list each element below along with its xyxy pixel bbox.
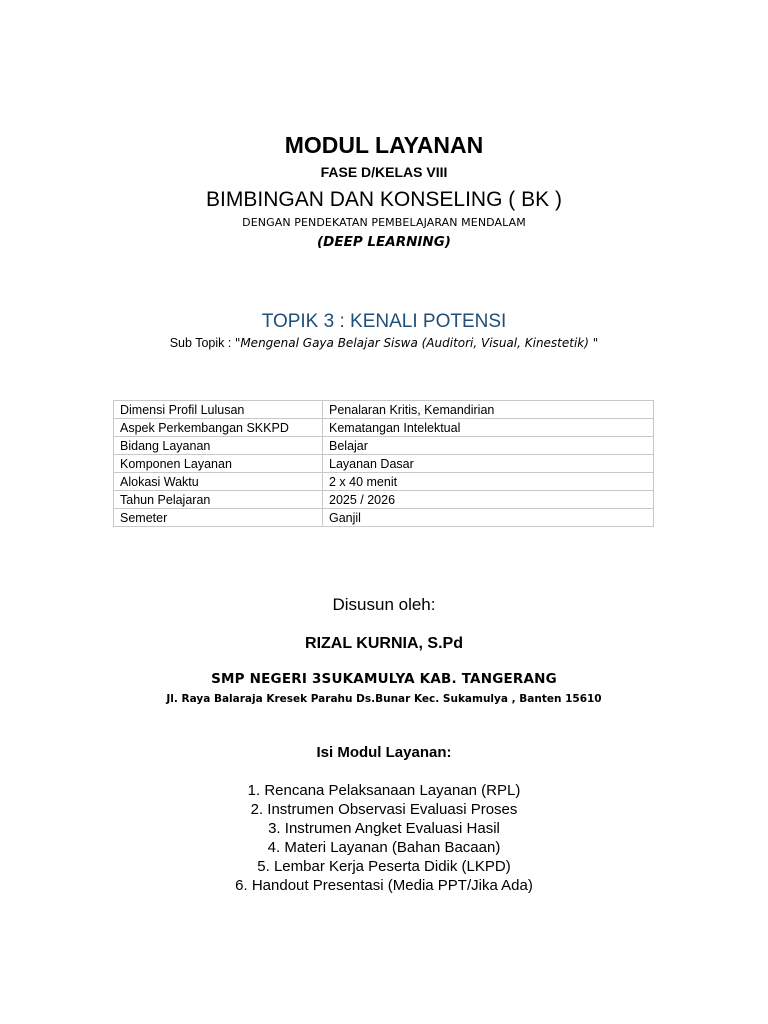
contents-heading: Isi Modul Layanan: (316, 744, 452, 761)
table-row (114, 419, 654, 437)
deep-learning-label: (DEEP LEARNING) (317, 234, 451, 250)
list-item: 5. Lembar Kerja Peserta Didik (LKPD) (257, 858, 511, 875)
school-address: Jl. Raya Balaraja Kresek Parahu Ds.Bunar Kec. Sukamulya , Banten 15610 (166, 693, 602, 705)
list-item: 4. Materi Layanan (Bahan Bacaan) (267, 839, 501, 856)
table-row (114, 455, 654, 473)
table-cell-label: Semeter (114, 509, 323, 527)
table-cell-value: 2025 / 2026 (323, 491, 654, 509)
prepared-by-label: Disusun oleh: (332, 595, 436, 614)
subject-title: BIMBINGAN DAN KONSELING ( BK ) (206, 188, 562, 211)
table-row (114, 401, 654, 419)
table-row (114, 473, 654, 491)
list-item: 6. Handout Presentasi (Media PPT/Jika Ada) (235, 877, 533, 894)
table-cell-label: Aspek Perkembangan SKKPD (114, 419, 323, 437)
subtopic (0, 335, 768, 351)
table-cell-label: Alokasi Waktu (114, 473, 323, 491)
table-row (114, 509, 654, 527)
approach-label: DENGAN PENDEKATAN PEMBELAJARAN MENDALAM (242, 216, 526, 229)
table-cell-value: Penalaran Kritis, Kemandirian (323, 401, 654, 419)
document-title: MODUL LAYANAN (284, 132, 484, 158)
table-cell-label: Bidang Layanan (114, 437, 323, 455)
info-table (113, 400, 654, 527)
subtopic-label: Sub Topik : (169, 336, 235, 350)
author-name: RIZAL KURNIA, S.Pd (305, 635, 463, 652)
table-cell-value: 2 x 40 menit (323, 473, 654, 491)
list-item: 1. Rencana Pelaksanaan Layanan (RPL) (247, 782, 521, 799)
school-name: SMP NEGERI 3SUKAMULYA KAB. TANGERANG (211, 671, 557, 687)
phase-class-label: FASE D/KELAS VIII (320, 164, 448, 180)
table-cell-label: Dimensi Profil Lulusan (114, 401, 323, 419)
contents-list (0, 781, 768, 895)
table-cell-label: Tahun Pelajaran (114, 491, 323, 509)
table-cell-value: Layanan Dasar (323, 455, 654, 473)
topic-title: TOPIK 3 : KENALI POTENSI (261, 311, 507, 332)
table-cell-value: Ganjil (323, 509, 654, 527)
table-row (114, 437, 654, 455)
table-cell-value: Belajar (323, 437, 654, 455)
list-item: 3. Instrumen Angket Evaluasi Hasil (268, 820, 500, 837)
list-item: 2. Instrumen Observasi Evaluasi Proses (250, 801, 518, 818)
subtopic-value: "Mengenal Gaya Belajar Siswa (Auditori, Visual, Kinestetik) " (234, 336, 599, 350)
table-cell-label: Komponen Layanan (114, 455, 323, 473)
table-row (114, 491, 654, 509)
table-cell-value: Kematangan Intelektual (323, 419, 654, 437)
